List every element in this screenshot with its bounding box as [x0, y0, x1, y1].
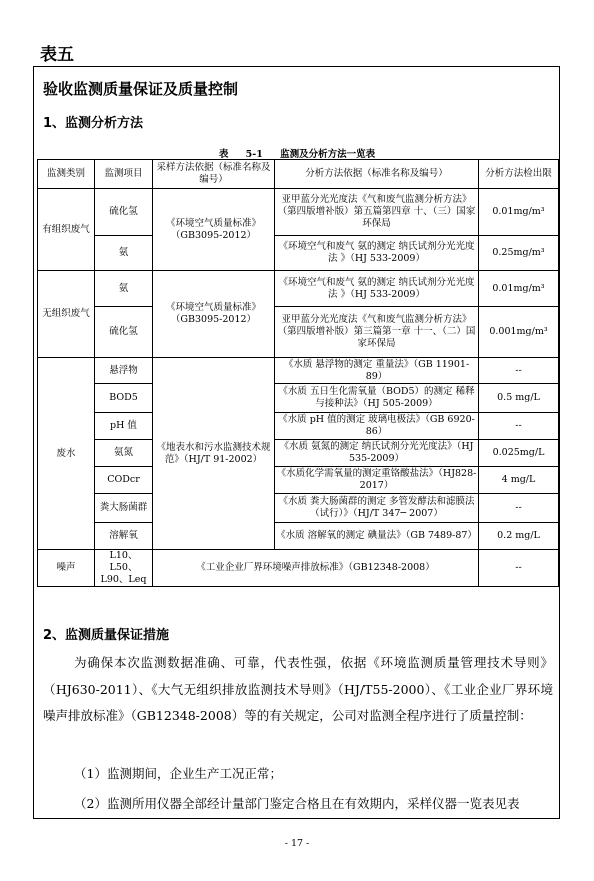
- item-cell: 悬浮物: [95, 358, 153, 384]
- methods-table: [37, 159, 559, 587]
- item-cell: CODcr: [95, 467, 153, 494]
- item-cell: BOD5: [95, 384, 153, 413]
- table-row: [38, 494, 559, 523]
- table-row: [38, 440, 559, 467]
- item-cell: 硫化氢: [95, 307, 153, 358]
- limit-cell: --: [479, 413, 559, 440]
- limit-cell: 0.2 mg/L: [479, 523, 559, 550]
- sampling-cell: 《环境空气质量标准》（GB3095-2012）: [153, 271, 275, 358]
- item-cell: 氨氮: [95, 440, 153, 467]
- table-caption: 表 5-1 监测及分析方法一览表: [218, 149, 376, 160]
- item-cell: 溶解氧: [95, 523, 153, 550]
- section-title: 验收监测质量保证及质量控制: [43, 80, 239, 98]
- item-cell: L10、L50、L90、Leq: [95, 550, 153, 587]
- header-analysis: 分析方法依据（标准名称及编号）: [275, 160, 479, 189]
- limit-cell: 0.025mg/L: [479, 440, 559, 467]
- table-header-row: [38, 160, 559, 189]
- method-cell: 《水质 氨氮的测定 纳氏试剂分光光度法》（HJ 535-2009）: [275, 440, 479, 467]
- category-cell: 有组织废气: [38, 189, 95, 271]
- item-cell: 粪大肠菌群: [95, 494, 153, 523]
- method-cell: 《环境空气和废气 氨的测定 纳氏试剂分光光度法 》（HJ 533-2009）: [275, 271, 479, 307]
- category-cell: 噪声: [38, 550, 95, 587]
- table-row: [38, 467, 559, 494]
- limit-cell: 0.5 mg/L: [479, 384, 559, 413]
- header-item: 监测项目: [95, 160, 153, 189]
- method-cell: 《工业企业厂界环境噪声排放标准》（GB12348-2008）: [153, 550, 479, 587]
- table-row: [38, 384, 559, 413]
- table-row: [38, 358, 559, 384]
- page-heading: 表五: [40, 45, 74, 65]
- method-cell: 《水质 五日生化需氧量（BOD5）的测定 稀释与接种法》（HJ 505-2009）: [275, 384, 479, 413]
- limit-cell: 0.01mg/m³: [479, 189, 559, 236]
- method-cell: 《水质 溶解氧的测定 碘量法》（GB 7489-87）: [275, 523, 479, 550]
- table-row: [38, 271, 559, 307]
- item-cell: pH 值: [95, 413, 153, 440]
- table-row: [38, 413, 559, 440]
- table-row: [38, 550, 559, 587]
- sampling-cell: 《环境空气质量标准》（GB3095-2012）: [153, 189, 275, 271]
- limit-cell: 0.01mg/m³: [479, 271, 559, 307]
- limit-cell: 0.25mg/m³: [479, 236, 559, 271]
- method-cell: 亚甲蓝分光光度法《气和废气监测分析方法》（第四版增补版）第五篇第四章 十、（三）国家环保局: [275, 189, 479, 236]
- sampling-cell: 《地表水和污水监测技术规范》（HJ/T 91-2002）: [153, 358, 275, 550]
- item-cell: 氨: [95, 236, 153, 271]
- table-row: [38, 523, 559, 550]
- method-cell: 《水质化学需氧量的测定重铬酸盐法》（HJ828-2017）: [275, 467, 479, 494]
- method-cell: 亚甲蓝分光光度法《气和废气监测分析方法》（第四版增补版）第三篇第一章 十一、（二）国家环保局: [275, 307, 479, 358]
- item-cell: 氨: [95, 271, 153, 307]
- table-row: [38, 236, 559, 271]
- quality-paragraph: 为确保本次监测数据准确、可靠，代表性强，依据《环境监测质量管理技术导则》（HJ630-2011）、《大气无组织排放监测技术导则》（HJ/T55-2000）、《工业企业厂界环境噪声排放标准》（GB12348-2008）等的有关规定，公司对监测全程序进行了质量控制：: [43, 655, 553, 723]
- table-row: [38, 307, 559, 358]
- item-cell: 硫化氢: [95, 189, 153, 236]
- subsection-title: 1、监测分析方法: [43, 116, 144, 131]
- limit-cell: --: [479, 494, 559, 523]
- list-item: （1）监测期间，企业生产工况正常；: [74, 766, 282, 781]
- list-item: （2）监测所用仪器全部经计量部门鉴定合格且在有效期内，采样仪器一览表见表: [74, 796, 520, 811]
- header-limit: 分析方法检出限: [479, 160, 559, 189]
- method-cell: 《水质 悬浮物的测定 重量法》（GB 11901-89）: [275, 358, 479, 384]
- limit-cell: --: [479, 358, 559, 384]
- category-cell: 无组织废气: [38, 271, 95, 358]
- section2-title: 2、监测质量保证措施: [43, 628, 170, 643]
- method-cell: 《水质 粪大肠菌群的测定 多管发酵法和滤膜法（试行）》（HJ/T 347─ 2007）: [275, 494, 479, 523]
- limit-cell: 4 mg/L: [479, 467, 559, 494]
- limit-cell: --: [479, 550, 559, 587]
- method-cell: 《水质 pH 值的测定 玻璃电极法》（GB 6920-86）: [275, 413, 479, 440]
- table-row: [38, 189, 559, 236]
- limit-cell: 0.001mg/m³: [479, 307, 559, 358]
- header-sampling: 采样方法依据（标准名称及编号）: [153, 160, 275, 189]
- category-cell: 废水: [38, 358, 95, 550]
- header-category: 监测类别: [38, 160, 95, 189]
- page-number: - 17 -: [284, 838, 310, 849]
- method-cell: 《环境空气和废气 氨的测定 纳氏试剂分光光度法 》（HJ 533-2009）: [275, 236, 479, 271]
